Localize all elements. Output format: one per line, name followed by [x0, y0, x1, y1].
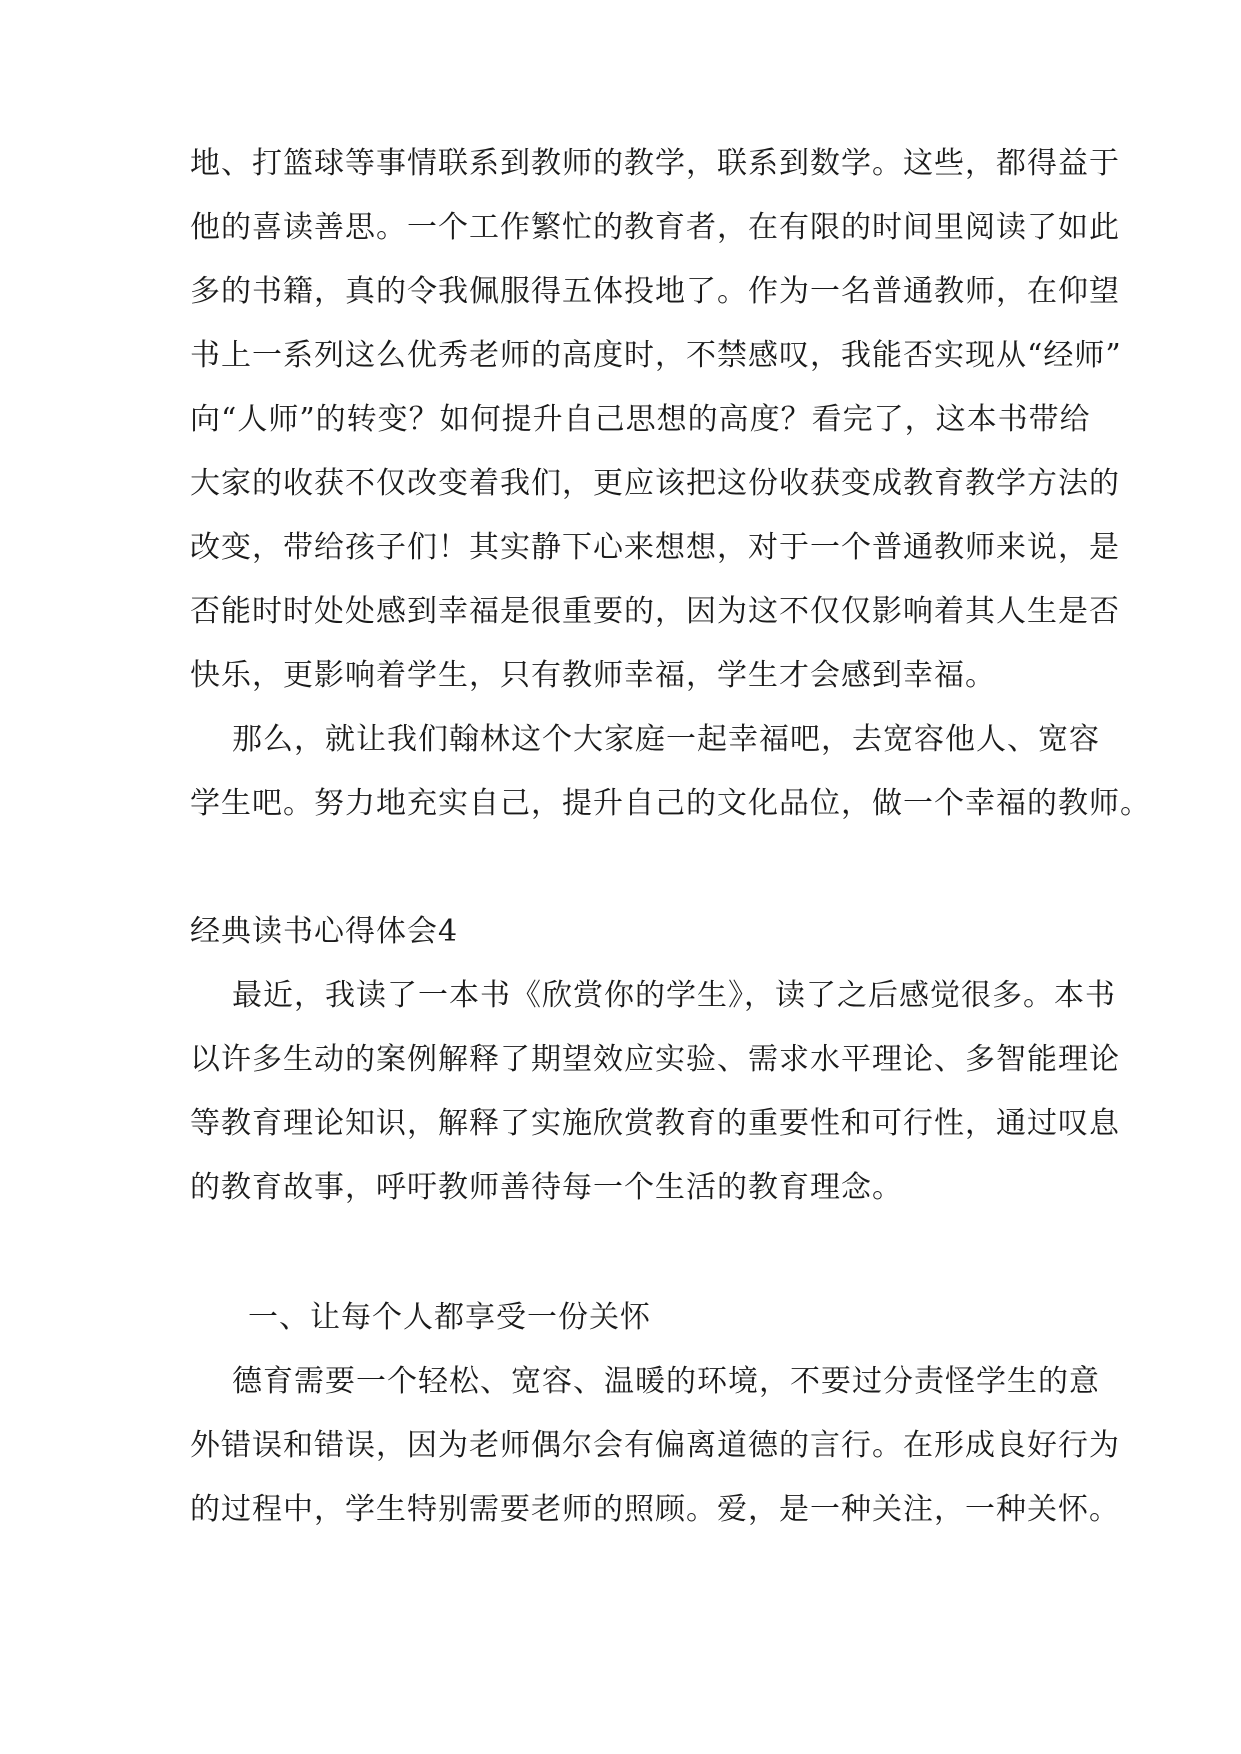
paragraph-3-line-4: 的教育故事，呼吁教师善待每一个生活的教育理念。	[190, 1170, 903, 1205]
paragraph-1-line-2: 他的喜读善思。一个工作繁忙的教育者，在有限的时间里阅读了如此	[190, 210, 1120, 245]
paragraph-2-line-1: 那么，就让我们翰林这个大家庭一起幸福吧，去宽容他人、宽容	[232, 722, 1100, 757]
paragraph-3-line-3: 等教育理论知识，解释了实施欣赏教育的重要性和可行性，通过叹息	[190, 1106, 1120, 1141]
paragraph-1-line-8: 否能时时处处感到幸福是很重要的，因为这不仅仅影响着其人生是否	[190, 594, 1120, 629]
section-title: 经典读书心得体会4	[190, 914, 459, 949]
paragraph-1-line-6: 大家的收获不仅改变着我们，更应该把这份收获变成教育教学方法的	[190, 466, 1120, 501]
subheading: 一、让每个人都享受一份关怀	[248, 1300, 651, 1335]
paragraph-4-line-3: 的过程中，学生特别需要老师的照顾。爱，是一种关注，一种关怀。	[190, 1492, 1120, 1527]
paragraph-4-line-2: 外错误和错误，因为老师偶尔会有偏离道德的言行。在形成良好行为	[190, 1428, 1120, 1463]
paragraph-1-line-1: 地、打篮球等事情联系到教师的教学，联系到数学。这些，都得益于	[190, 146, 1120, 181]
paragraph-3-line-1: 最近，我读了一本书《欣赏你的学生》，读了之后感觉很多。本书	[232, 978, 1116, 1013]
paragraph-2-line-2: 学生吧。努力地充实自己，提升自己的文化品位，做一个幸福的教师。	[190, 786, 1151, 821]
paragraph-1-line-3: 多的书籍，真的令我佩服得五体投地了。作为一名普通教师，在仰望	[190, 274, 1120, 309]
paragraph-3-line-2: 以许多生动的案例解释了期望效应实验、需求水平理论、多智能理论	[190, 1042, 1120, 1077]
paragraph-4-line-1: 德育需要一个轻松、宽容、温暖的环境，不要过分责怪学生的意	[232, 1364, 1100, 1399]
paragraph-1-line-4: 书上一系列这么优秀老师的高度时，不禁感叹，我能否实现从“经师”	[190, 338, 1122, 373]
paragraph-1-line-5: 向“人师”的转变？如何提升自己思想的高度？看完了，这本书带给	[190, 402, 1091, 437]
paragraph-1-line-9: 快乐，更影响着学生，只有教师幸福，学生才会感到幸福。	[190, 658, 996, 693]
paragraph-1-line-7: 改变，带给孩子们！其实静下心来想想，对于一个普通教师来说，是	[190, 530, 1120, 565]
